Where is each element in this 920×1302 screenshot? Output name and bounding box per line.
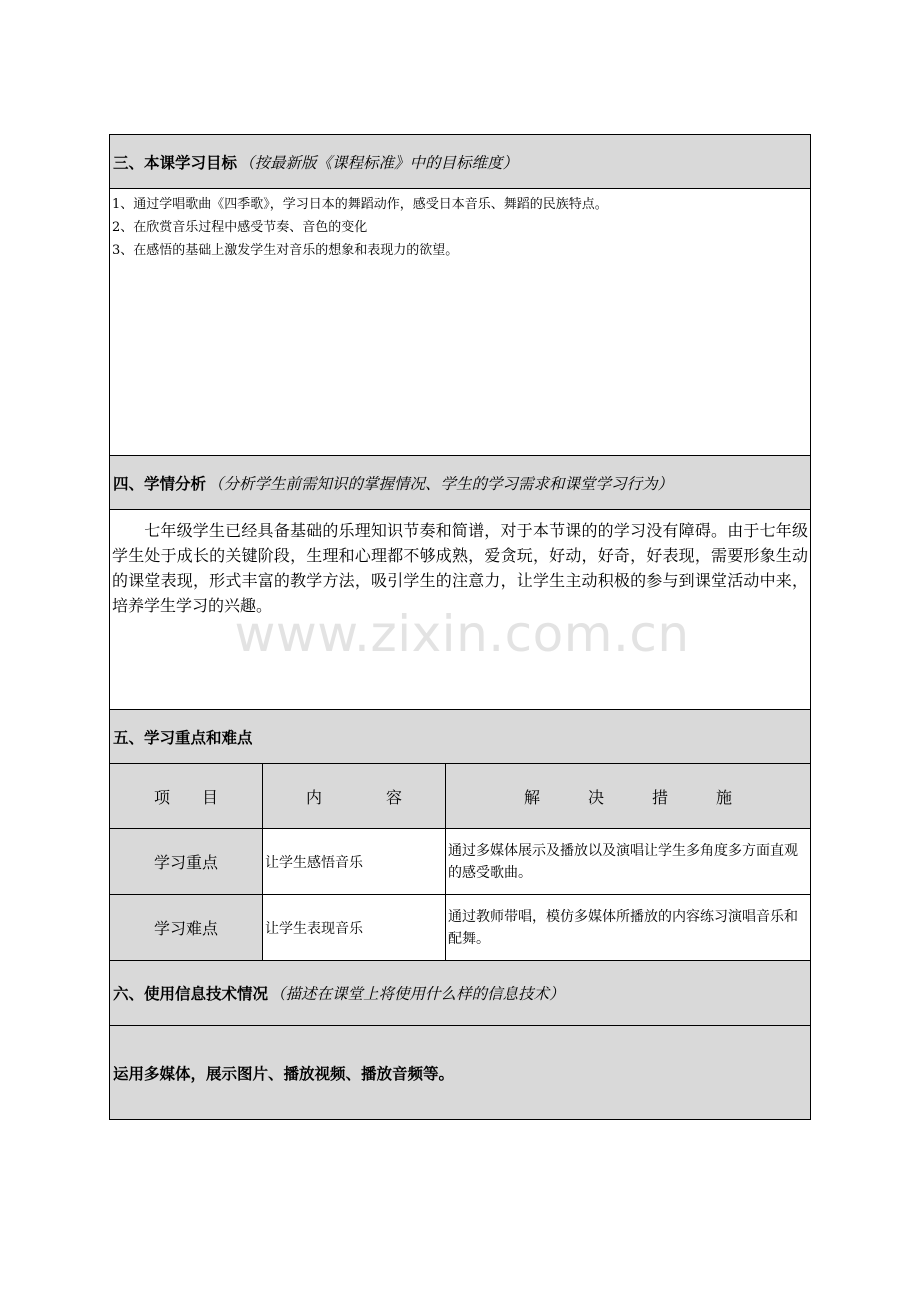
section-4-body: [110, 510, 810, 710]
section-6-body: [110, 1026, 810, 1119]
column-header-content: 内 容: [263, 764, 446, 828]
section-4-header: [110, 456, 810, 510]
watermark: www.zixin.com.cn: [234, 605, 690, 663]
section-6-note: （描述在课堂上将使用什么样的信息技术）: [270, 985, 565, 1003]
tech-text: 运用多媒体，展示图片、播放视频、播放音频等。: [113, 1064, 455, 1083]
row-item: 学习重点: [110, 829, 263, 894]
section-4-note: （分析学生前需知识的掌握情况、学生的学习需求和课堂学习行为）: [208, 474, 674, 493]
table-row: [110, 829, 810, 895]
row-content: 让学生表现音乐: [263, 895, 446, 960]
analysis-text: 七年级学生已经具备基础的乐理知识节奏和简谱，对于本节课的的学习没有障碍。由于七年级学生处于成长的关键阶段，生理和心理都不够成熟，爱贪玩，好动，好奇，好表现，需要形象生动的课堂表现，形式丰富的教学方法，吸引学生的注意力，让学生主动积极的参与到课堂活动中来，培养学生学习的兴趣。: [112, 521, 808, 615]
goal-item-2: 2、在欣赏音乐过程中感受节奏、音色的变化: [112, 220, 368, 235]
row-measure: 通过教师带唱，模仿多媒体所播放的内容练习演唱音乐和配舞。: [448, 908, 798, 947]
section-3-body: [110, 189, 810, 456]
section-6-header: [110, 961, 810, 1026]
section-5-header: [110, 710, 810, 764]
row-item: 学习难点: [110, 895, 263, 960]
goal-item-1: 1、通过学唱歌曲《四季歌》，学习日本的舞蹈动作，感受日本音乐、舞蹈的民族特点。: [112, 197, 608, 212]
lesson-plan-table: [109, 134, 811, 1120]
column-header-measure: 解 决 措 施: [523, 787, 732, 807]
section-3-note: （按最新版《课程标准》中的目标维度）: [239, 153, 519, 172]
column-header-item: 项 目: [110, 764, 263, 828]
key-points-header-row: [110, 764, 810, 829]
goal-item-3: 3、在感悟的基础上激发学生对音乐的想象和表现力的欲望。: [112, 243, 459, 258]
section-5-title: 五、学习重点和难点: [113, 728, 253, 747]
section-6-title: 六、使用信息技术情况: [113, 985, 269, 1003]
row-content: 让学生感悟音乐: [263, 829, 446, 894]
section-3-header: [110, 135, 810, 189]
section-4-title: 四、学情分析: [113, 474, 207, 493]
table-row: [110, 895, 810, 961]
section-3-title: 三、本课学习目标: [113, 153, 238, 172]
row-measure: 通过多媒体展示及播放以及演唱让学生多角度多方面直观的感受歌曲。: [448, 842, 798, 881]
